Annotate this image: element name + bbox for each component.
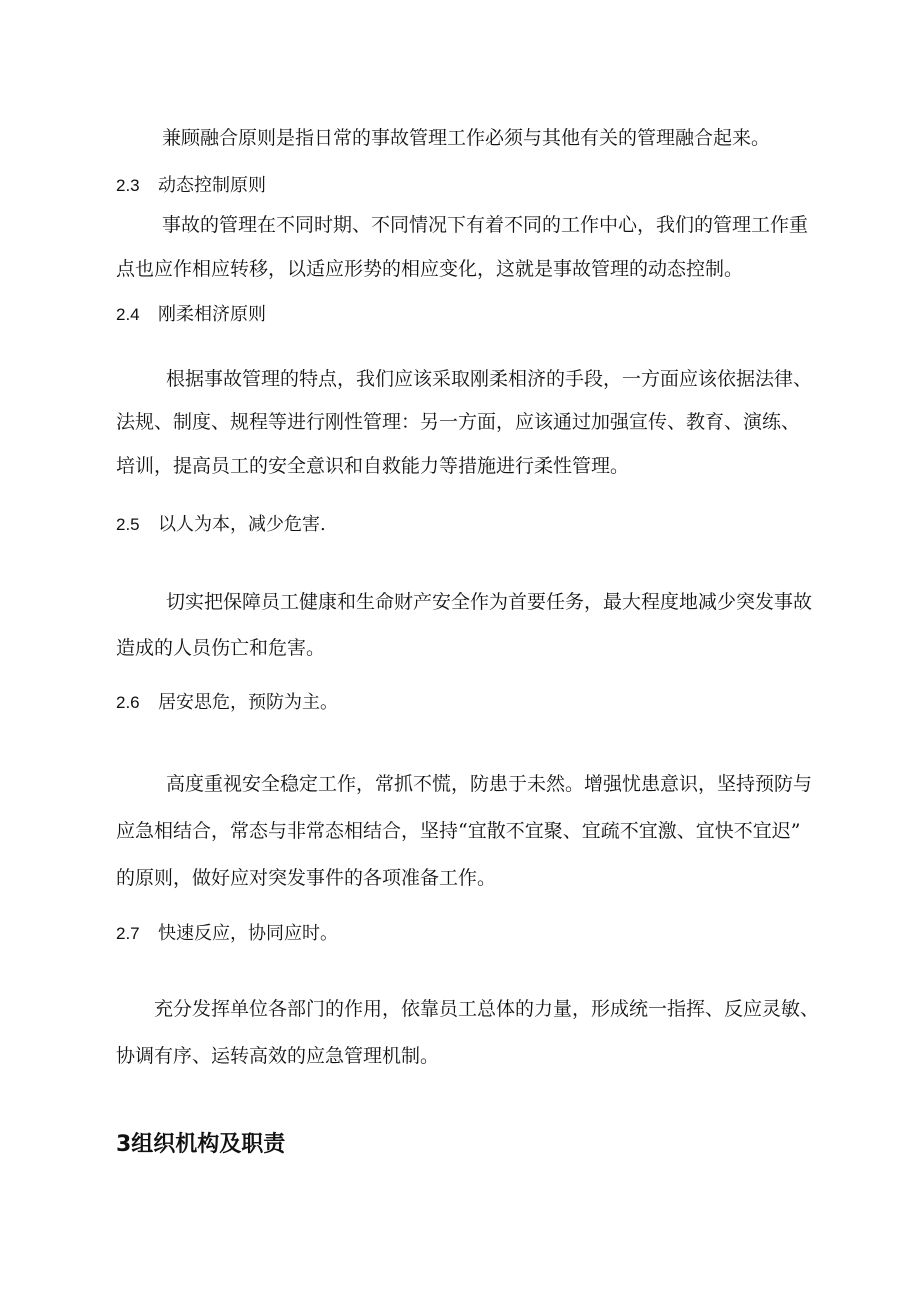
heading-number: 2.4 xyxy=(116,305,140,324)
heading-text: 居安思危，预防为主。 xyxy=(158,692,338,713)
section-title: 3组织机构及职责 xyxy=(116,1132,286,1157)
paragraph-line: 高度重视安全稳定工作，常抓不慌，防患于未然。增强忧患意识，坚持预防与 xyxy=(166,773,813,795)
heading-text: 快速反应，协同应时。 xyxy=(158,923,338,944)
paragraph-line: 造成的人员伤亡和危害。 xyxy=(116,637,326,659)
paragraph-line: 兼顾融合原则是指日常的事故管理工作必须与其他有关的管理融合起来。 xyxy=(162,127,771,149)
paragraph-line: 事故的管理在不同时期、不同情况下有着不同的工作中心，我们的管理工作重 xyxy=(162,214,809,236)
heading-number: 2.3 xyxy=(116,176,140,195)
paragraph-line: 的原则，做好应对突发事件的各项准备工作。 xyxy=(116,867,497,889)
heading-number: 2.6 xyxy=(116,693,140,712)
paragraph-line: 根据事故管理的特点，我们应该采取刚柔相济的手段，一方面应该依据法律、 xyxy=(166,368,813,390)
heading-text: 刚柔相济原则 xyxy=(158,304,266,325)
heading-number: 2.5 xyxy=(116,515,140,534)
paragraph-line: 培训，提高员工的安全意识和自救能力等措施进行柔性管理。 xyxy=(116,455,630,477)
paragraph-line: 法规、制度、规程等进行刚性管理：另一方面，应该通过加强宣传、教育、演练、 xyxy=(116,411,801,433)
heading-number: 2.7 xyxy=(116,924,140,943)
paragraph-line: 切实把保障员工健康和生命财产安全作为首要任务，最大程度地减少突发事故 xyxy=(166,591,813,613)
paragraph-line: 应急相结合，常态与非常态相结合，坚持“宜散不宜聚、宜疏不宜激、宜快不宜迟” xyxy=(116,820,801,842)
heading-text: 以人为本，减少危害. xyxy=(158,514,326,535)
paragraph-line: 点也应作相应转移，以适应形势的相应变化，这就是事故管理的动态控制。 xyxy=(116,258,744,280)
paragraph-line: 协调有序、运转高效的应急管理机制。 xyxy=(116,1045,440,1067)
paragraph-line: 充分发挥单位各部门的作用，依靠员工总体的力量，形成统一指挥、反应灵敏、 xyxy=(154,998,820,1020)
heading-text: 动态控制原则 xyxy=(158,175,266,196)
